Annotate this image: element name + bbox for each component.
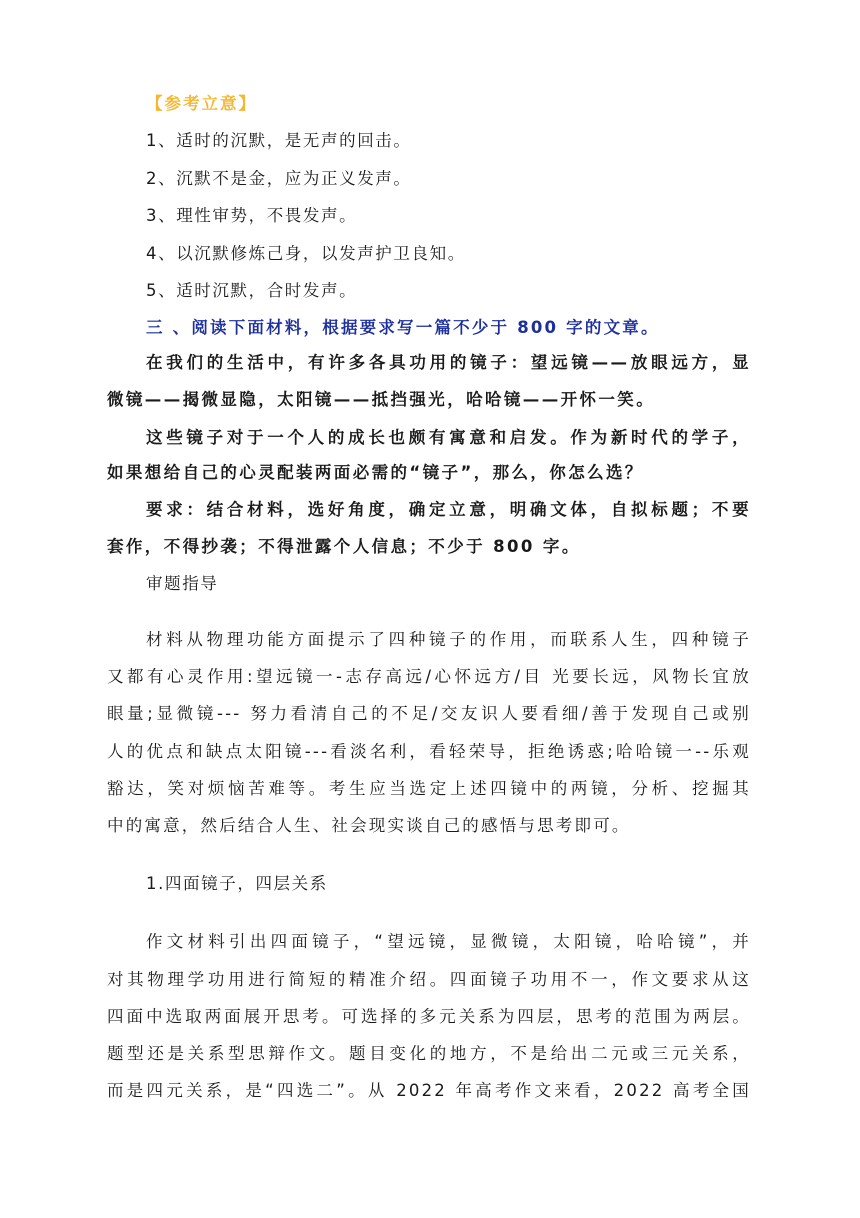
guidance-para1-line-5: 豁达，笑对烦恼苦难等。考生应当选定上述四镜中的两镜，分析、挖掘其 — [107, 779, 751, 798]
reference-item-3: 3、理性审势，不畏发声。 — [146, 206, 358, 225]
material-line-2: 微镜——揭微显隐，太阳镜——抵挡强光，哈哈镜——开怀一笑。 — [107, 390, 656, 409]
guidance-para2-line-3: 四面中选取两面展开思考。可选择的多元关系为四层，思考的范围为两层。 — [107, 1007, 751, 1026]
material-line-4: 如果想给自己的心灵配装两面必需的“镜子”，那么，你怎么选？ — [107, 463, 644, 482]
reference-item-4: 4、以沉默修炼己身，以发声护卫良知。 — [146, 244, 466, 263]
guidance-para1-line-1: 材料从物理功能方面提示了四种镜子的作用，而联系人生，四种镜子 — [146, 630, 751, 649]
reference-item-1: 1、适时的沉默，是无声的回击。 — [146, 131, 412, 150]
material-line-3: 这些镜子对于一个人的成长也颇有寓意和启发。作为新时代的学子， — [146, 428, 751, 447]
reference-item-2: 2、沉默不是金，应为正义发声。 — [146, 169, 412, 188]
guidance-para2-line-1: 作文材料引出四面镜子，“望远镜，显微镜，太阳镜，哈哈镜”，并 — [146, 932, 751, 951]
section-subheading: 1.四面镜子，四层关系 — [146, 874, 328, 893]
requirement-line-2: 套作，不得抄袭；不得泄露个人信息；不少于 800 字。 — [107, 537, 581, 556]
guidance-para1-line-6: 中的寓意，然后结合人生、社会现实谈自己的感悟与思考即可。 — [107, 816, 631, 835]
reference-item-5: 5、适时沉默，合时发声。 — [146, 281, 358, 300]
guidance-para1-line-2: 又都有心灵作用:望远镜一-志存高远/心怀远方/目 光要长远，风物长宜放 — [107, 667, 751, 686]
guidance-para2-line-4: 题型还是关系型思辩作文。题目变化的地方，不是给出二元或三元关系， — [107, 1044, 751, 1063]
task-title: 三 、阅读下面材料，根据要求写一篇不少于 800 字的文章。 — [146, 318, 660, 337]
material-line-1: 在我们的生活中，有许多各具功用的镜子：望远镜——放眼远方，显 — [146, 353, 751, 372]
guidance-para1-line-4: 人的优点和缺点太阳镜---看淡名利，看轻荣导，拒绝诱惑;哈哈镜一--乐观 — [107, 742, 751, 761]
guidance-para2-line-5: 而是四元关系，是“四选二”。从 2022 年高考作文来看，2022 高考全国 — [107, 1081, 751, 1100]
reference-heading: 【参考立意】 — [146, 94, 257, 113]
guidance-para1-line-3: 眼量;显微镜--- 努力看清自己的不足/交友识人要看细/善于发现自己或别 — [107, 704, 751, 723]
guidance-para2-line-2: 对其物理学功用进行简短的精准介绍。四面镜子功用不一，作文要求从这 — [107, 970, 751, 989]
requirement-line-1: 要求：结合材料，选好角度，确定立意，明确文体，自拟标题；不要 — [146, 500, 751, 519]
guidance-heading: 审题指导 — [146, 574, 219, 593]
